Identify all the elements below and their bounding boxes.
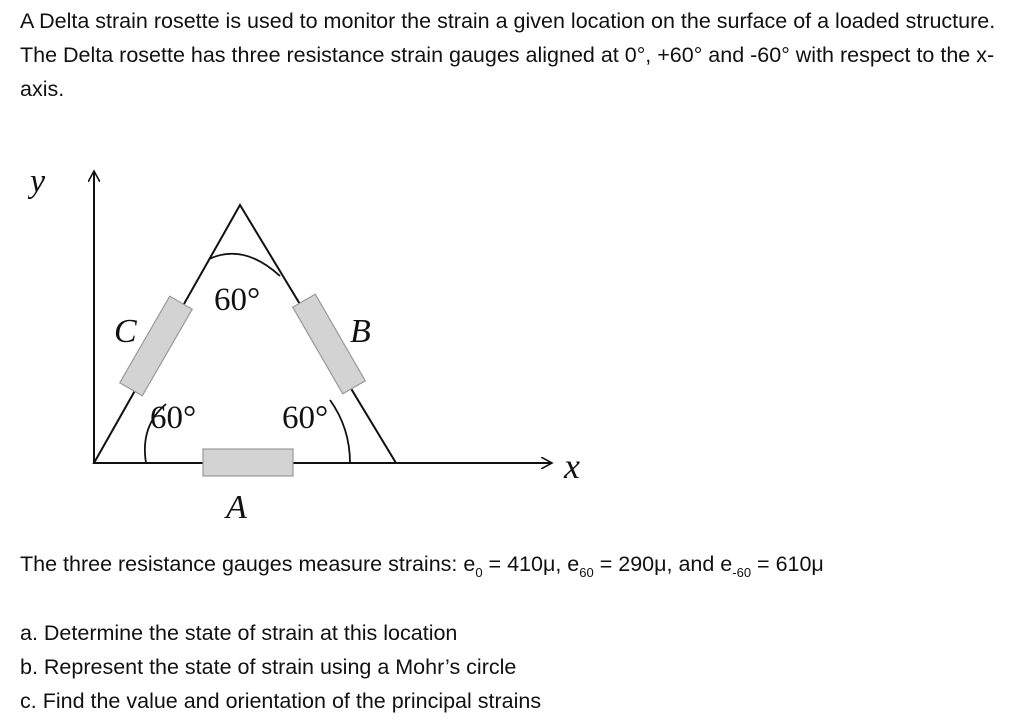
rosette-diagram <box>28 158 608 528</box>
problem-statement: A Delta strain rosette is used to monitor the strain a given location on the surface of a loaded structure. The Delta rosette has three resistance strain gauges aligned at 0°, +60° and -60° with respect to the x-axis. <box>20 9 996 101</box>
angle-left-label: 60° <box>150 400 197 436</box>
measure-prefix: The three resistance gauges measure strains: <box>20 552 464 576</box>
e60-subscript: 60 <box>579 565 594 580</box>
e0-symbol: e <box>463 552 476 576</box>
task-list <box>20 616 1010 718</box>
em60-symbol: e <box>720 552 733 576</box>
angle-arc-right <box>330 400 350 463</box>
em60-subscript: -60 <box>732 565 752 580</box>
gauge-a <box>203 449 293 476</box>
gauge-b-label: B <box>350 313 371 350</box>
axis-y-label: y <box>30 163 46 200</box>
e0-value: = 410μ, <box>482 552 568 576</box>
em60-value: = 610μ <box>751 552 824 576</box>
angle-right-label: 60° <box>282 400 329 436</box>
angle-arc-top <box>209 254 280 276</box>
delta-rosette-figure <box>28 158 608 528</box>
task-a: a. Determine the state of strain at this location <box>20 621 458 645</box>
gauge-a-label: A <box>226 489 247 526</box>
task-b: b. Represent the state of strain using a Mohr’s circle <box>20 655 517 679</box>
angle-top-label: 60° <box>214 282 261 318</box>
axis-x-label: x <box>564 446 580 486</box>
measured-strains <box>20 548 1010 580</box>
e60-symbol: e <box>567 552 580 576</box>
e0-subscript: 0 <box>475 565 483 580</box>
e60-value: = 290μ, and <box>593 552 721 576</box>
gauge-c-label: C <box>114 313 137 350</box>
task-c: c. Find the value and orientation of the principal strains <box>20 689 542 713</box>
